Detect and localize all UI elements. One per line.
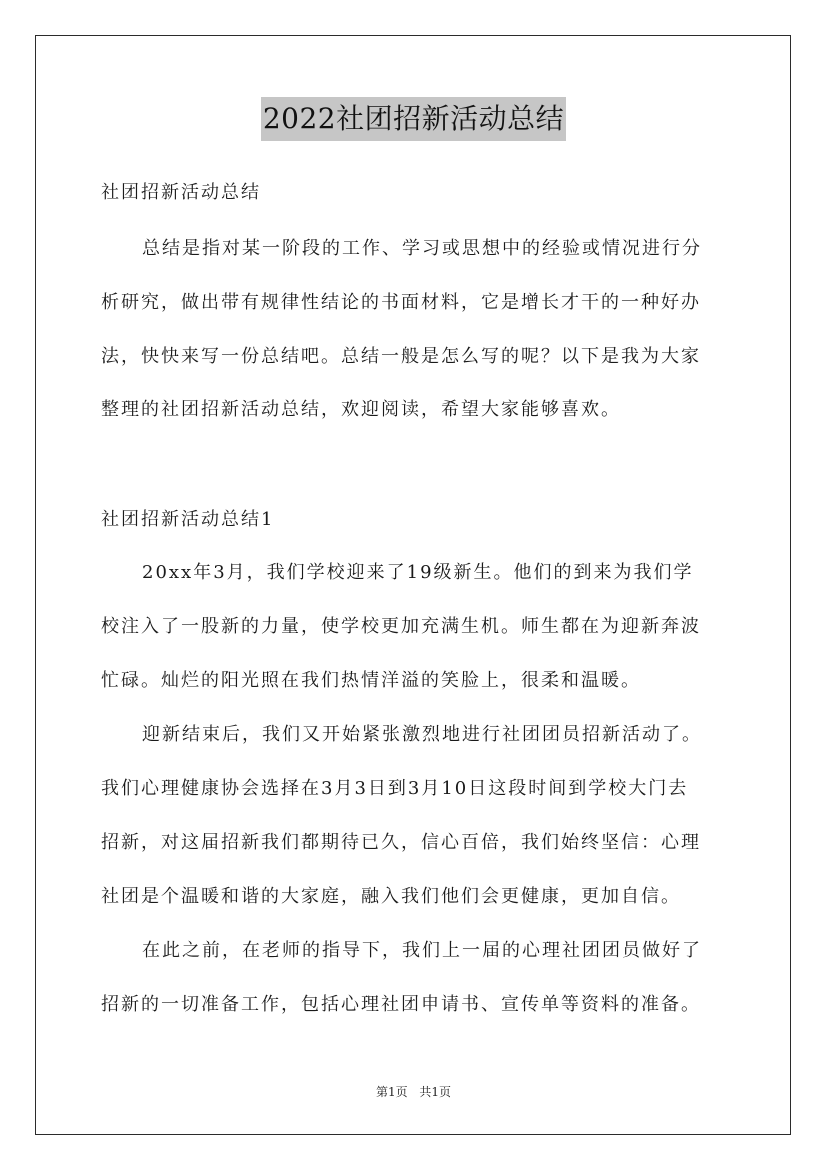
paragraph-line: 忙碌。灿烂的阳光照在我们热情洋溢的笑脸上，很柔和温暖。 <box>101 670 641 691</box>
document-title: 2022社团招新活动总结 <box>261 97 566 141</box>
paragraph-line: 在此之前，在老师的指导下，我们上一届的心理社团团员做好了 <box>142 940 702 961</box>
paragraph-line: 20xx年3月，我们学校迎来了19级新生。他们的到来为我们学 <box>142 562 694 583</box>
paragraph-line: 我们心理健康协会选择在3月3日到3月10日这段时间到学校大门去 <box>101 778 689 799</box>
subtitle: 社团招新活动总结 <box>101 182 261 203</box>
intro-line: 整理的社团招新活动总结，欢迎阅读，希望大家能够喜欢。 <box>101 399 621 420</box>
paragraph-line: 社团是个温暖和谐的大家庭，融入我们他们会更健康，更加自信。 <box>101 886 681 907</box>
intro-line: 总结是指对某一阶段的工作、学习或思想中的经验或情况进行分 <box>142 238 702 259</box>
paragraph-line: 迎新结束后，我们又开始紧张激烈地进行社团团员招新活动了。 <box>142 724 702 745</box>
paragraph-line: 招新，对这届招新我们都期待已久，信心百倍，我们始终坚信：心理 <box>101 832 701 853</box>
paragraph-line: 校注入了一股新的力量，使学校更加充满生机。师生都在为迎新奔波 <box>101 616 701 637</box>
page-number-current: 第1页 <box>375 1085 408 1099</box>
section-heading: 社团招新活动总结1 <box>101 509 275 530</box>
page-number-total: 共1页 <box>419 1085 452 1099</box>
page-footer <box>0 1083 827 1101</box>
intro-line: 法，快快来写一份总结吧。总结一般是怎么写的呢？以下是我为大家 <box>101 346 701 367</box>
intro-line: 析研究，做出带有规律性结论的书面材料，它是增长才干的一种好办 <box>101 292 701 313</box>
paragraph-line: 招新的一切准备工作，包括心理社团申请书、宣传单等资料的准备。 <box>101 994 701 1015</box>
title-container <box>0 97 827 141</box>
